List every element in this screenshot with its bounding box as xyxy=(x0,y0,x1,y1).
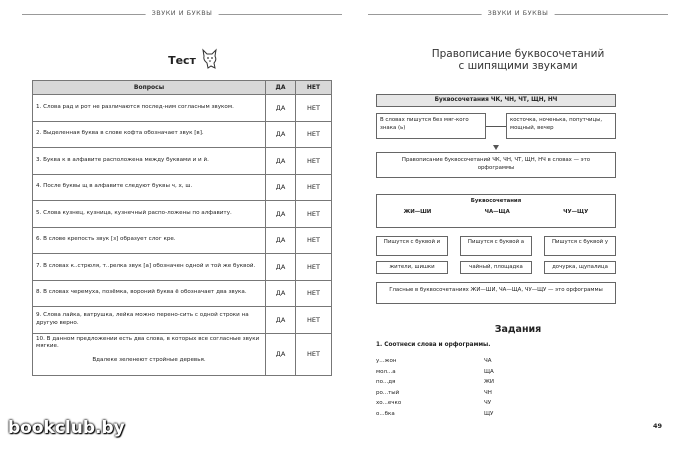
word-item: у...жон xyxy=(376,358,397,364)
write-box-2: Пишутся с буквой а xyxy=(460,236,532,256)
question-text: 4. После буквы щ в алфавите следуют буквы ч, х, ш. xyxy=(33,174,266,201)
box3-title: Буквосочетания xyxy=(470,198,522,204)
running-head-text: ЗВУКИ И БУКВЫ xyxy=(146,9,219,17)
answer-yes[interactable]: ДА xyxy=(266,227,296,254)
word-item: мол...а xyxy=(376,368,396,375)
rule-title-line2: с шипящими звуками xyxy=(458,60,578,73)
combo-zhi-shi: ЖИ—ШИ xyxy=(403,209,432,215)
question-text: 6. В слове крепость звук [з] образует слог кре. xyxy=(33,227,266,254)
answer-yes[interactable]: ДА xyxy=(266,148,296,175)
orthograms-column xyxy=(484,356,494,420)
orthogram-item: ЧН xyxy=(484,389,492,396)
question-text: 3. Буква к в алфавите расположена между буквами и и й. xyxy=(33,148,266,175)
answer-yes[interactable]: ДА xyxy=(266,201,296,228)
test-title-text: Тест xyxy=(168,54,196,67)
col-no: НЕТ xyxy=(296,81,332,95)
question-cell xyxy=(33,333,266,375)
question-text: 10. В данном предложении есть два слова, в которых все согласные звуки мягкие. xyxy=(36,335,260,350)
answer-no[interactable]: НЕТ xyxy=(296,148,332,175)
task-1: 1. Соотнеси слова и орфограммы. xyxy=(376,342,491,348)
running-head-text: ЗВУКИ И БУКВЫ xyxy=(482,9,555,17)
answer-yes[interactable]: ДА xyxy=(266,307,296,334)
word-item: хо...ечко xyxy=(376,400,402,407)
left-page xyxy=(22,9,342,404)
example-box-1: жители, шишки xyxy=(376,261,448,274)
answer-yes[interactable]: ДА xyxy=(266,121,296,148)
right-page xyxy=(368,9,668,434)
answer-yes[interactable]: ДА xyxy=(266,333,296,375)
answer-no[interactable]: НЕТ xyxy=(296,95,332,122)
rule-title-line1: Правописание буквосочетаний xyxy=(431,48,605,60)
answer-no[interactable]: НЕТ xyxy=(296,121,332,148)
combo-chu-schu: ЧУ—ЩУ xyxy=(563,209,589,215)
answer-no[interactable]: НЕТ xyxy=(296,307,332,334)
word-item: о...бка xyxy=(376,410,395,417)
table-row xyxy=(33,95,332,122)
orthogram-item: ЩУ xyxy=(484,410,494,417)
combo-cha-scha: ЧА—ЩА xyxy=(484,209,510,215)
table-row xyxy=(33,174,332,201)
test-title xyxy=(22,54,342,70)
table-row xyxy=(33,254,332,281)
box3 xyxy=(376,194,616,228)
table-row xyxy=(33,148,332,175)
table-row xyxy=(33,333,332,375)
rule-title xyxy=(368,48,668,76)
answer-no[interactable]: НЕТ xyxy=(296,201,332,228)
orthogram-item: ЧУ xyxy=(484,400,492,407)
answer-yes[interactable]: ДА xyxy=(266,254,296,281)
running-head-right xyxy=(368,9,668,28)
box4: Гласные в буквосочетаниях ЖИ—ШИ, ЧА—ЩА, ЧУ—ЩУ — это орфограммы xyxy=(376,282,616,304)
col-yes: ДА xyxy=(266,81,296,95)
example-box-3: дочурка, щупалица xyxy=(544,261,616,274)
page-number: 49 xyxy=(652,422,662,430)
example-box-2: чайный, площадка xyxy=(460,261,532,274)
answer-yes[interactable]: ДА xyxy=(266,95,296,122)
arrow-down-icon xyxy=(493,145,499,150)
question-text: 9. Слова лайка, ватрушка, лейка можно перено-сить с одной строки на другую верно. xyxy=(33,307,266,334)
cat-icon xyxy=(200,48,220,70)
question-note: Вдалеке зеленеют стройные деревья. xyxy=(92,356,206,363)
orthogram-item: ЩА xyxy=(484,368,494,375)
tasks-title: Задания xyxy=(494,324,542,335)
table-row xyxy=(33,121,332,148)
box1-right: косточка, ноченька, попутчицы, мощный, вечер xyxy=(506,113,616,139)
combos-row xyxy=(377,209,615,215)
table-row xyxy=(33,280,332,307)
col-questions: Вопросы xyxy=(33,81,266,95)
answer-no[interactable]: НЕТ xyxy=(296,174,332,201)
table-row xyxy=(33,201,332,228)
watermark: bookclub.by xyxy=(8,418,125,438)
running-head-left xyxy=(22,9,342,28)
box1-title: Буквосочетания ЧК, ЧН, ЧТ, ЩН, НЧ xyxy=(376,94,616,107)
answer-no[interactable]: НЕТ xyxy=(296,254,332,281)
connector-line xyxy=(486,126,506,127)
question-text: 5. Слова кузнец, кузница, кузнечный распо-ложены по алфавиту. xyxy=(33,201,266,228)
box1-left: В словах пишутся без мяг-кого знака (ь) xyxy=(376,113,486,139)
question-text: 2. Выделенная буква в слове кофта обозначает звук [в]. xyxy=(33,121,266,148)
answer-yes[interactable]: ДА xyxy=(266,174,296,201)
box2: Правописание буквосочетаний ЧК, ЧН, ЧТ, ЩН, НЧ в словах — это орфограммы xyxy=(376,152,616,178)
question-text: 8. В словах черемуха, позёмка, вороний буква ё обозначает два звука. xyxy=(33,280,266,307)
orthogram-item: ЖИ xyxy=(484,379,495,386)
table-row xyxy=(33,227,332,254)
word-item: ро...тый xyxy=(376,389,400,396)
words-column xyxy=(376,356,401,420)
word-item: по...дя xyxy=(376,379,396,386)
question-text: 1. Слова рад и рот не различаются послед-ним согласным звуком. xyxy=(33,95,266,122)
test-table xyxy=(32,80,332,376)
answer-yes[interactable]: ДА xyxy=(266,280,296,307)
orthogram-item: ЧА xyxy=(484,358,492,364)
answer-no[interactable]: НЕТ xyxy=(296,227,332,254)
write-box-1: Пишутся с буквой и xyxy=(376,236,448,256)
write-box-3: Пишутся с буквой у xyxy=(544,236,616,256)
table-row xyxy=(33,307,332,334)
answer-no[interactable]: НЕТ xyxy=(296,280,332,307)
answer-no[interactable]: НЕТ xyxy=(296,333,332,375)
question-text: 7. В словах к..стрюля, т..релка звук [а] обозначен одной и той же буквой. xyxy=(33,254,266,281)
